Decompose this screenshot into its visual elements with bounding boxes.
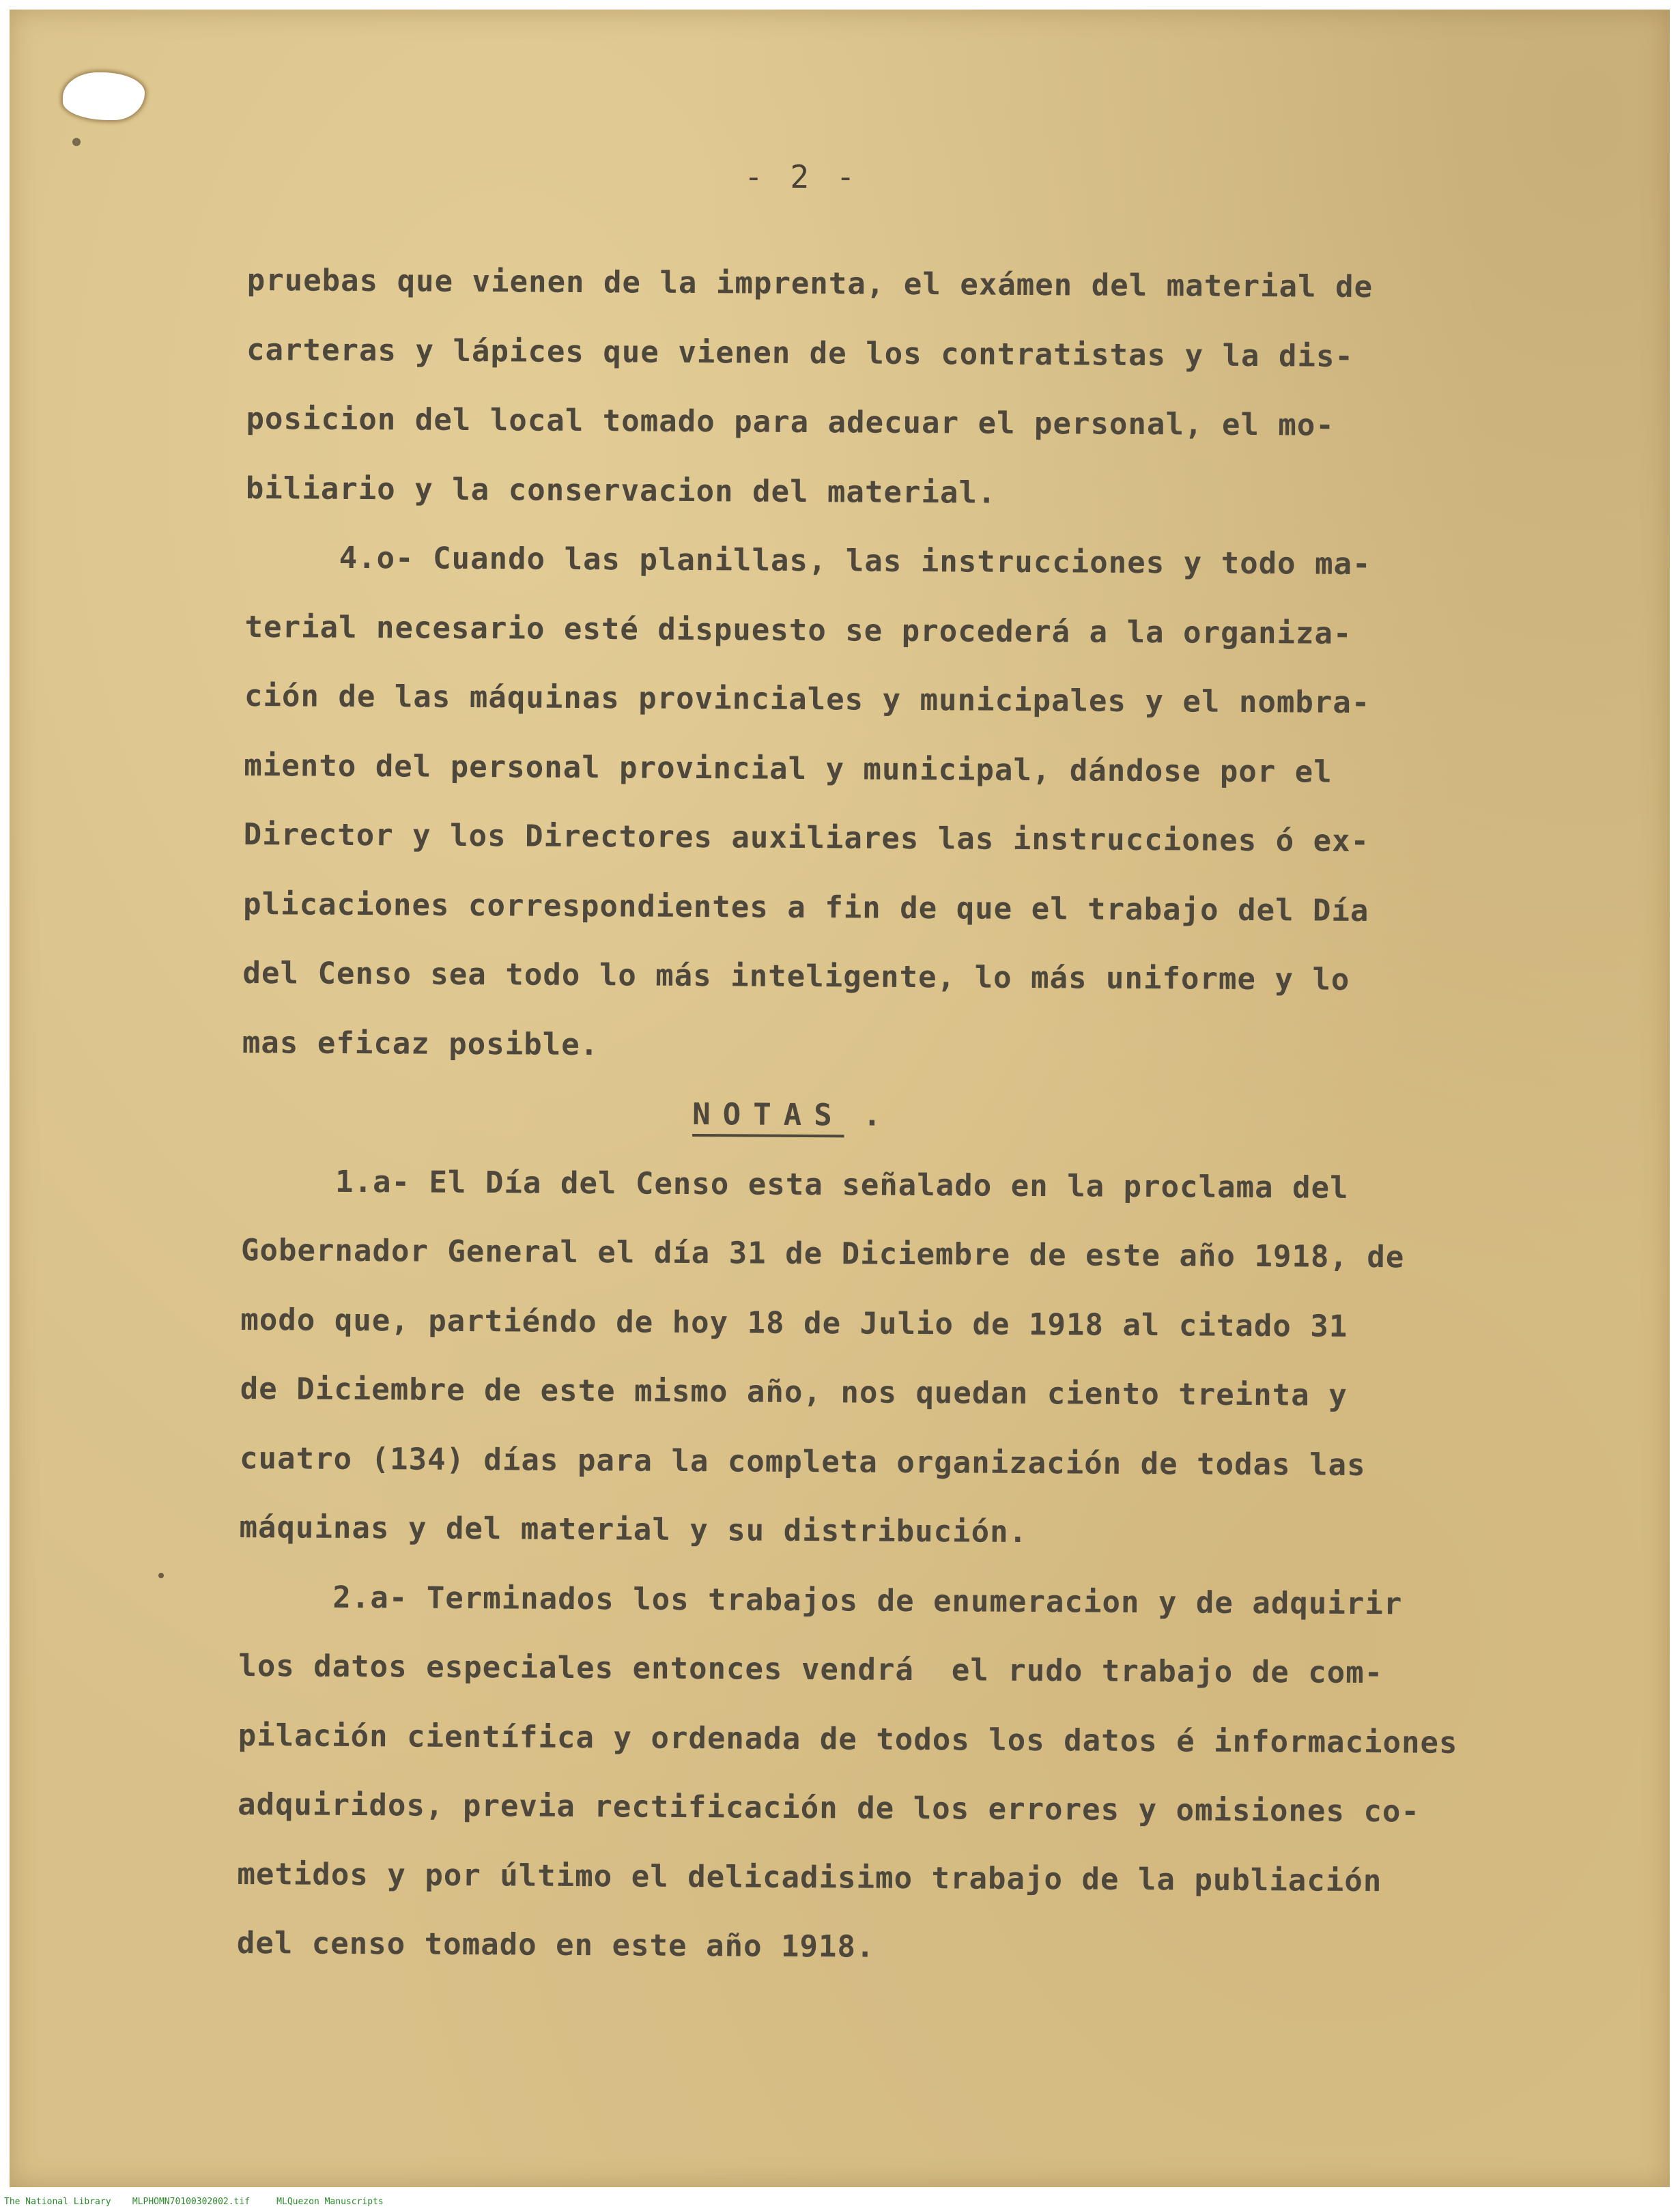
text-line: mas eficaz posible. (242, 1025, 599, 1062)
notes-heading: NOTAS (692, 1097, 844, 1133)
page-number: - 2 - (744, 158, 859, 195)
paragraph-item-4 (242, 523, 1652, 1086)
text-line: pilación científica y ordenada de todos los datos é informaciones (238, 1718, 1458, 1761)
text-line: ción de las máquinas provinciales y municipales y el nombra- (244, 678, 1371, 721)
text-line: los datos especiales entonces vendrá el rudo trabajo de com- (238, 1648, 1384, 1691)
text-line: modo que, partiéndo de hoy 18 de Julio de 1918 al citado 31 (240, 1302, 1348, 1344)
text-line: biliario y la conservacion del material. (245, 470, 997, 511)
text-line: carteras y lápices que vienen de los contratistas y la dis- (246, 332, 1354, 374)
scan-footer: The National Library MLPHOMN70100302002.tif MLQuezon Manuscripts (0, 2195, 1680, 2209)
document-body (236, 246, 1653, 1986)
text-line: de Diciembre de este mismo año, nos quedan ciento treinta y (240, 1371, 1348, 1413)
text-line: terial necesario esté dispuesto se procederá a la organiza- (244, 609, 1352, 651)
text-line: 1.a- El Día del Censo esta señalado en la proclama del (241, 1163, 1349, 1206)
paper-hole (63, 72, 145, 120)
text-line: metidos y por último el delicadisimo trabajo de la publiación (237, 1856, 1382, 1898)
text-line: Director y los Directores auxiliares las instrucciones ó ex- (243, 816, 1370, 859)
note-1 (239, 1146, 1648, 1571)
text-line: miento del personal provincial y municipal, dándose por el (244, 747, 1333, 790)
text-line: posicion del local tomado para adecuar el personal, el mo- (246, 401, 1335, 443)
text-line: 4.o- Cuando las planillas, las instrucciones y todo ma- (245, 539, 1371, 582)
text-line: Gobernador General el día 31 de Diciembre de este año 1918, de (240, 1232, 1405, 1275)
text-line: cuatro (134) días para la completa organización de todas las (239, 1440, 1366, 1483)
paragraph-intro (246, 246, 1653, 532)
note-2 (236, 1562, 1645, 1986)
notes-heading-suffix: . (844, 1098, 882, 1133)
text-line: del censo tomado en este año 1918. (236, 1925, 875, 1965)
text-line: 2.a- Terminados los trabajos de enumeracion y de adquirir (238, 1579, 1403, 1621)
notes-heading-line (242, 1077, 1649, 1155)
text-line: pruebas que vienen de la imprenta, el exámen del material de (246, 262, 1373, 305)
text-line: plicaciones correspondientes a fin de que el trabajo del Día (242, 886, 1369, 928)
text-line: máquinas y del material y su distribución. (239, 1509, 1028, 1550)
ink-speck (158, 1573, 164, 1578)
ink-speck (72, 138, 81, 146)
text-line: del Censo sea todo lo más inteligente, lo más uniforme y lo (242, 955, 1350, 997)
text-line: adquiridos, previa rectificación de los errores y omisiones co- (237, 1786, 1421, 1829)
